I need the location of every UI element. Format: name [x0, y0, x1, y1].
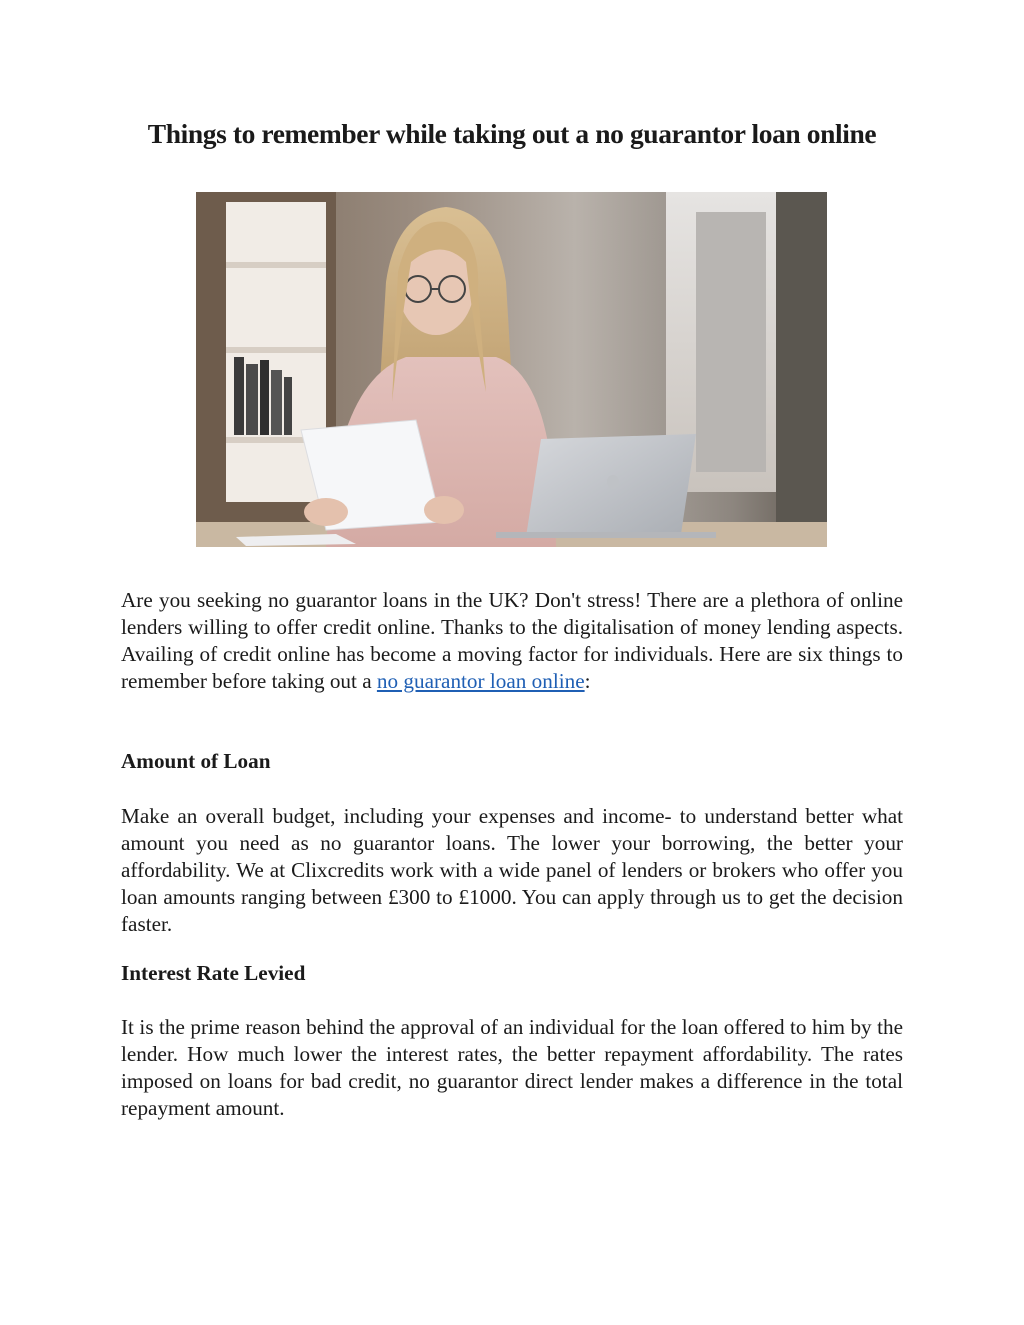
intro-paragraph: [121, 587, 903, 695]
hero-photo: [196, 192, 827, 547]
section-body-amount: Make an overall budget, including your expenses and income- to understand better what amount you need as no guarantor loans. The lower your borrowing, the better your affordability. We at Clixcredits work with a wide panel of lenders or brokers who offer you loan amounts ranging between £300 to £1000. You can apply through us to get the decision faster.: [121, 804, 903, 936]
intro-text-end: :: [584, 669, 591, 693]
no-guarantor-loan-link[interactable]: no guarantor loan online: [376, 669, 585, 693]
section-body-interest: It is the prime reason behind the approval of an individual for the loan offered to him by the lender. How much lower the interest rates, the better repayment affordability. The rates imposed on loans for bad credit, no guarantor direct lender makes a difference in the total repayment amount.: [121, 1015, 903, 1120]
section-heading-amount: Amount of Loan: [121, 749, 271, 773]
intro-text: Are you seeking no guarantor loans in the UK? Don't stress! There are a plethora of online lenders willing to offer credit online. Thanks to the digitalisation of money lending aspects. Availing of credit online has become a moving factor for individuals. Here are six things to remember before taking out a: [121, 588, 903, 693]
photo-illustration: [196, 192, 827, 547]
section-heading-interest: Interest Rate Levied: [121, 961, 306, 985]
page-title: Things to remember while taking out a no guarantor loan online: [147, 118, 877, 149]
